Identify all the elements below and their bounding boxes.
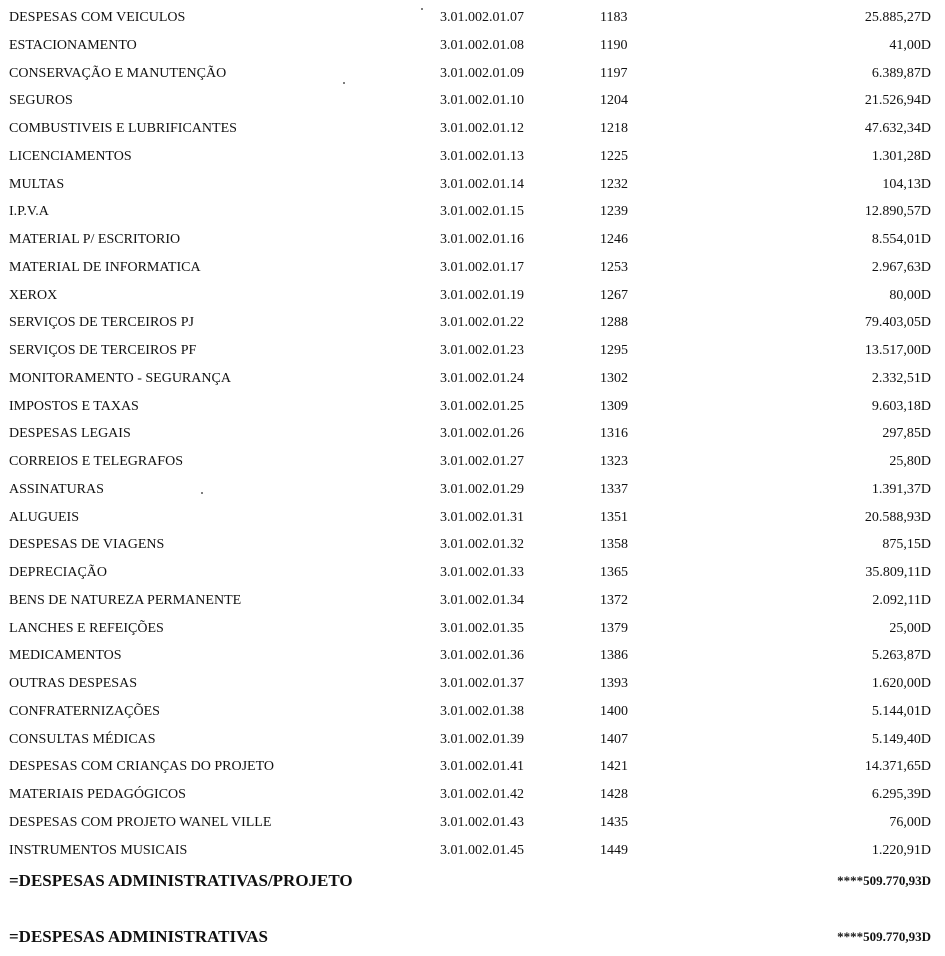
account-value: 6.295,39D [871,787,931,802]
table-row [0,202,945,230]
account-name: SEGUROS [9,93,73,109]
account-number: 1449 [600,842,628,858]
account-value: 2.092,11D [872,592,931,608]
account-name: MATERIAL DE INFORMATICA [9,259,201,275]
table-row [0,91,945,119]
account-number: 1323 [600,454,628,469]
account-value: 5.144,01D [871,703,931,719]
account-code: 3.01.002.01.45 [440,842,524,858]
account-code: 3.01.002.01.31 [440,509,524,525]
account-code: 3.01.002.01.27 [440,454,524,469]
account-value: 297,85D [882,426,931,442]
table-row [0,535,945,563]
account-number: 1386 [600,648,628,664]
account-name: MATERIAIS PEDAGÓGICOS [9,787,186,802]
account-name: DESPESAS LEGAIS [9,426,131,442]
account-code: 3.01.002.01.15 [440,204,524,220]
account-value: 9.603,18D [871,398,931,414]
account-value: 41,00D [889,37,931,53]
account-value: 1.220,91D [871,842,931,858]
account-number: 1197 [600,65,628,81]
account-code: 3.01.002.01.29 [440,481,524,497]
account-code: 3.01.002.01.35 [440,620,524,636]
account-number: 1421 [600,759,628,775]
account-code: 3.01.002.01.24 [440,370,524,386]
expense-table [0,8,945,868]
total-row-administrativas [0,927,945,951]
table-row [0,591,945,619]
account-number: 1218 [600,121,628,136]
table-row [0,785,945,813]
account-code: 3.01.002.01.34 [440,592,524,608]
account-value: 20.588,93D [864,509,931,525]
table-row [0,646,945,674]
table-row [0,64,945,92]
account-value: 12.890,57D [864,204,931,220]
account-name: MEDICAMENTOS [9,648,122,664]
table-row [0,258,945,286]
account-number: 1358 [600,537,628,553]
account-name: DESPESAS COM VEICULOS [9,10,186,25]
account-value: 80,00D [889,287,931,303]
account-name: IMPOSTOS E TAXAS [9,398,139,414]
account-value: 5.149,40D [871,731,931,747]
total-label: =DESPESAS ADMINISTRATIVAS [9,927,268,946]
account-name: CORREIOS E TELEGRAFOS [9,454,183,469]
account-number: 1351 [600,509,628,525]
account-code: 3.01.002.01.08 [440,37,524,53]
table-row [0,563,945,591]
table-row [0,369,945,397]
account-name: LICENCIAMENTOS [9,148,132,164]
account-name: MATERIAL P/ ESCRITORIO [9,232,181,247]
account-number: 1407 [600,731,628,747]
account-code: 3.01.002.01.10 [440,93,524,109]
account-value: 1.301,28D [871,148,931,164]
table-row [0,286,945,314]
account-name: ESTACIONAMENTO [9,37,137,53]
account-code: 3.01.002.01.43 [440,814,524,830]
account-value: 13.517,00D [864,343,931,358]
account-code: 3.01.002.01.39 [440,731,524,747]
table-row [0,230,945,258]
account-number: 1246 [600,232,628,247]
account-code: 3.01.002.01.26 [440,426,524,442]
account-name: DESPESAS DE VIAGENS [9,537,165,553]
account-name: CONFRATERNIZAÇÕES [9,703,160,719]
subtotal-label: =DESPESAS ADMINISTRATIVAS/PROJETO [9,871,353,890]
table-row [0,841,945,869]
account-value: 21.526,94D [864,93,931,109]
account-number: 1400 [600,703,628,719]
account-code: 3.01.002.01.38 [440,703,524,719]
account-number: 1232 [600,176,628,192]
account-name: SERVIÇOS DE TERCEIROS PF [9,343,197,358]
total-value: ****509.770,93D [837,929,931,944]
table-row [0,397,945,425]
account-code: 3.01.002.01.25 [440,398,524,414]
subtotal-row-projeto [0,871,945,895]
table-row [0,36,945,64]
account-code: 3.01.002.01.32 [440,537,524,553]
account-name: COMBUSTIVEIS E LUBRIFICANTES [9,121,237,136]
table-row [0,341,945,369]
account-number: 1183 [600,10,628,25]
account-name: LANCHES E REFEIÇÕES [9,620,164,636]
table-row [0,480,945,508]
account-code: 3.01.002.01.36 [440,648,524,664]
account-value: 14.371,65D [864,759,931,775]
account-code: 3.01.002.01.12 [440,121,524,136]
account-name: DEPRECIAÇÃO [9,565,108,580]
account-number: 1204 [600,93,628,109]
account-value: 76,00D [889,814,931,830]
account-value: 79.403,05D [864,315,931,331]
account-name: CONSULTAS MÉDICAS [9,731,156,747]
account-number: 1253 [600,259,628,275]
account-number: 1309 [600,398,628,414]
account-code: 3.01.002.01.13 [440,148,524,164]
account-name: OUTRAS DESPESAS [9,676,137,691]
account-number: 1302 [600,370,628,386]
account-value: 1.620,00D [871,676,931,691]
account-value: 2.332,51D [871,370,931,386]
account-name: DESPESAS COM PROJETO WANEL VILLE [9,814,272,830]
table-row [0,313,945,341]
account-code: 3.01.002.01.09 [440,65,524,81]
account-value: 25.885,27D [864,10,931,25]
table-row [0,730,945,758]
account-number: 1365 [600,565,628,580]
account-number: 1225 [600,148,628,164]
subtotal-value: ****509.770,93D [837,873,931,888]
account-value: 104,13D [882,176,931,192]
account-number: 1372 [600,592,628,608]
account-code: 3.01.002.01.16 [440,232,524,247]
table-row [0,147,945,175]
account-value: 1.391,37D [871,481,931,497]
account-code: 3.01.002.01.33 [440,565,524,580]
account-name: BENS DE NATUREZA PERMANENTE [9,592,242,608]
table-row [0,508,945,536]
account-code: 3.01.002.01.19 [440,287,524,303]
account-name: CONSERVAÇÃO E MANUTENÇÃO [9,65,227,81]
account-name: ASSINATURAS [9,481,104,497]
account-code: 3.01.002.01.07 [440,10,524,25]
table-row [0,674,945,702]
account-number: 1393 [600,676,628,691]
account-name: ALUGUEIS [9,509,79,525]
account-value: 5.263,87D [871,648,931,664]
account-code: 3.01.002.01.41 [440,759,524,775]
account-number: 1288 [600,315,628,331]
scan-speck [201,492,203,494]
account-number: 1379 [600,620,628,636]
account-name: I.P.V.A [9,204,49,220]
table-row [0,119,945,147]
account-number: 1428 [600,787,628,802]
account-name: XEROX [9,287,58,303]
account-number: 1435 [600,814,628,830]
scan-speck [343,82,345,84]
account-number: 1316 [600,426,628,442]
account-name: MONITORAMENTO - SEGURANÇA [9,370,231,386]
account-value: 25,80D [889,454,931,469]
table-row [0,757,945,785]
account-number: 1239 [600,204,628,220]
account-name: INSTRUMENTOS MUSICAIS [9,842,188,858]
table-row [0,619,945,647]
table-row [0,8,945,36]
account-value: 875,15D [882,537,931,553]
account-number: 1190 [600,37,628,53]
account-number: 1267 [600,287,628,303]
account-name: DESPESAS COM CRIANÇAS DO PROJETO [9,759,275,775]
account-value: 8.554,01D [871,232,931,247]
account-code: 3.01.002.01.17 [440,259,524,275]
account-number: 1337 [600,481,628,497]
table-row [0,702,945,730]
table-row [0,452,945,480]
account-value: 35.809,11D [865,565,931,580]
account-number: 1295 [600,343,628,358]
account-value: 2.967,63D [871,259,931,275]
table-row [0,424,945,452]
account-code: 3.01.002.01.22 [440,315,524,331]
table-row [0,175,945,203]
account-code: 3.01.002.01.14 [440,176,524,192]
account-code: 3.01.002.01.37 [440,676,524,691]
table-row [0,813,945,841]
scan-speck [421,8,423,10]
account-code: 3.01.002.01.42 [440,787,524,802]
account-value: 6.389,87D [871,65,931,81]
account-code: 3.01.002.01.23 [440,343,524,358]
account-name: MULTAS [9,176,65,192]
account-value: 25,00D [889,620,931,636]
account-name: SERVIÇOS DE TERCEIROS PJ [9,315,194,331]
account-value: 47.632,34D [864,121,931,136]
